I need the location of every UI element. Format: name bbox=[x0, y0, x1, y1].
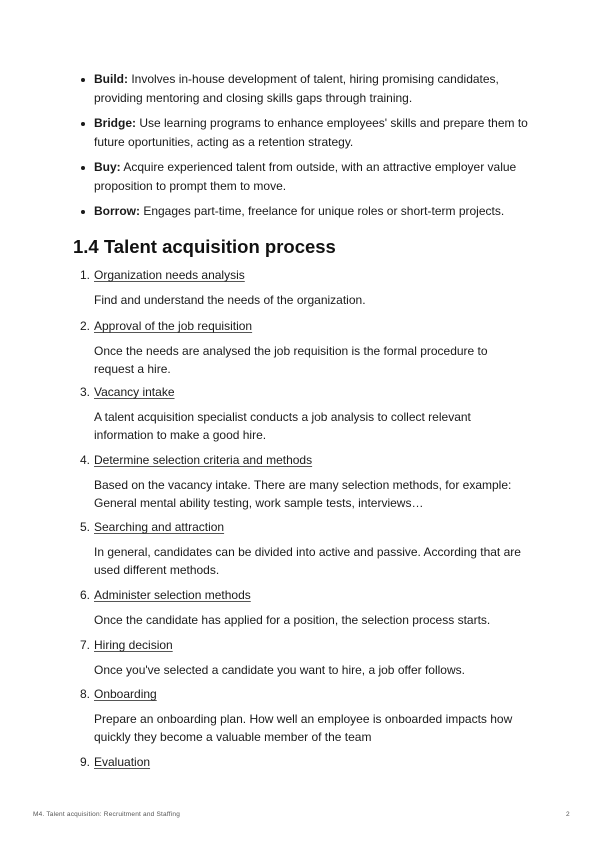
step-title: Administer selection methods bbox=[94, 588, 251, 602]
page-number: 2 bbox=[566, 811, 570, 818]
section-heading: 1.4 Talent acquisition process bbox=[73, 236, 336, 257]
list-item bbox=[94, 202, 534, 221]
step-description: Based on the vacancy intake. There are many selection methods, for example: General mental ability testing, work sample tests, interviews… bbox=[94, 478, 512, 510]
bullet-term: Buy: bbox=[94, 160, 121, 174]
build-buy-list bbox=[94, 70, 534, 227]
bullet-icon bbox=[81, 122, 85, 126]
list-item bbox=[94, 70, 534, 108]
step-number: 1. bbox=[79, 268, 90, 282]
list-item bbox=[94, 114, 534, 152]
bullet-icon bbox=[81, 166, 85, 170]
step-title: Determine selection criteria and methods bbox=[94, 453, 313, 467]
step-title: Hiring decision bbox=[94, 638, 173, 652]
step-number: 8. bbox=[79, 687, 90, 701]
footer-title: M4. Talent acquisition: Recruitment and Staffing bbox=[33, 811, 181, 818]
step-description: Find and understand the needs of the organization. bbox=[94, 293, 366, 307]
bullet-icon bbox=[81, 78, 85, 82]
step-number: 5. bbox=[79, 520, 90, 534]
step-description: In general, candidates can be divided into active and passive. According that are used different methods. bbox=[94, 545, 521, 577]
step-number: 9. bbox=[79, 755, 90, 769]
step-description: Once you've selected a candidate you want to hire, a job offer follows. bbox=[94, 663, 465, 677]
bullet-icon bbox=[81, 210, 85, 214]
step-number: 7. bbox=[79, 638, 90, 652]
step-number: 2. bbox=[79, 319, 90, 333]
bullet-text: Engages part-time, freelance for unique roles or short-term projects. bbox=[140, 204, 505, 218]
bullet-text: Involves in-house development of talent, hiring promising candidates, providing mentoring and closing skills gaps through training. bbox=[94, 72, 499, 105]
bullet-term: Borrow: bbox=[94, 204, 140, 218]
list-item bbox=[94, 158, 534, 196]
step-number: 3. bbox=[79, 385, 90, 399]
step-description: A talent acquisition specialist conducts a job analysis to collect relevant information to make a good hire. bbox=[94, 410, 471, 442]
bullet-term: Build: bbox=[94, 72, 128, 86]
step-title: Onboarding bbox=[94, 687, 157, 701]
step-description: Prepare an onboarding plan. How well an employee is onboarded impacts how quickly they become a valuable member of the team bbox=[94, 712, 513, 744]
step-number: 4. bbox=[79, 453, 90, 467]
step-description: Once the candidate has applied for a position, the selection process starts. bbox=[94, 613, 491, 627]
step-title: Evaluation bbox=[94, 755, 151, 769]
step-title: Searching and attraction bbox=[94, 520, 225, 534]
step-description: Once the needs are analysed the job requisition is the formal procedure to request a hire. bbox=[94, 344, 488, 376]
step-number: 6. bbox=[79, 588, 90, 602]
bullet-text: Acquire experienced talent from outside, with an attractive employer value proposition to prompt them to move. bbox=[94, 160, 517, 193]
step-title: Organization needs analysis bbox=[94, 268, 245, 282]
step-title: Approval of the job requisition bbox=[94, 319, 253, 333]
bullet-text: Use learning programs to enhance employees' skills and prepare them to future oportunities, acting as a retention strategy. bbox=[94, 116, 528, 149]
step-title: Vacancy intake bbox=[94, 385, 175, 399]
bullet-term: Bridge: bbox=[94, 116, 136, 130]
